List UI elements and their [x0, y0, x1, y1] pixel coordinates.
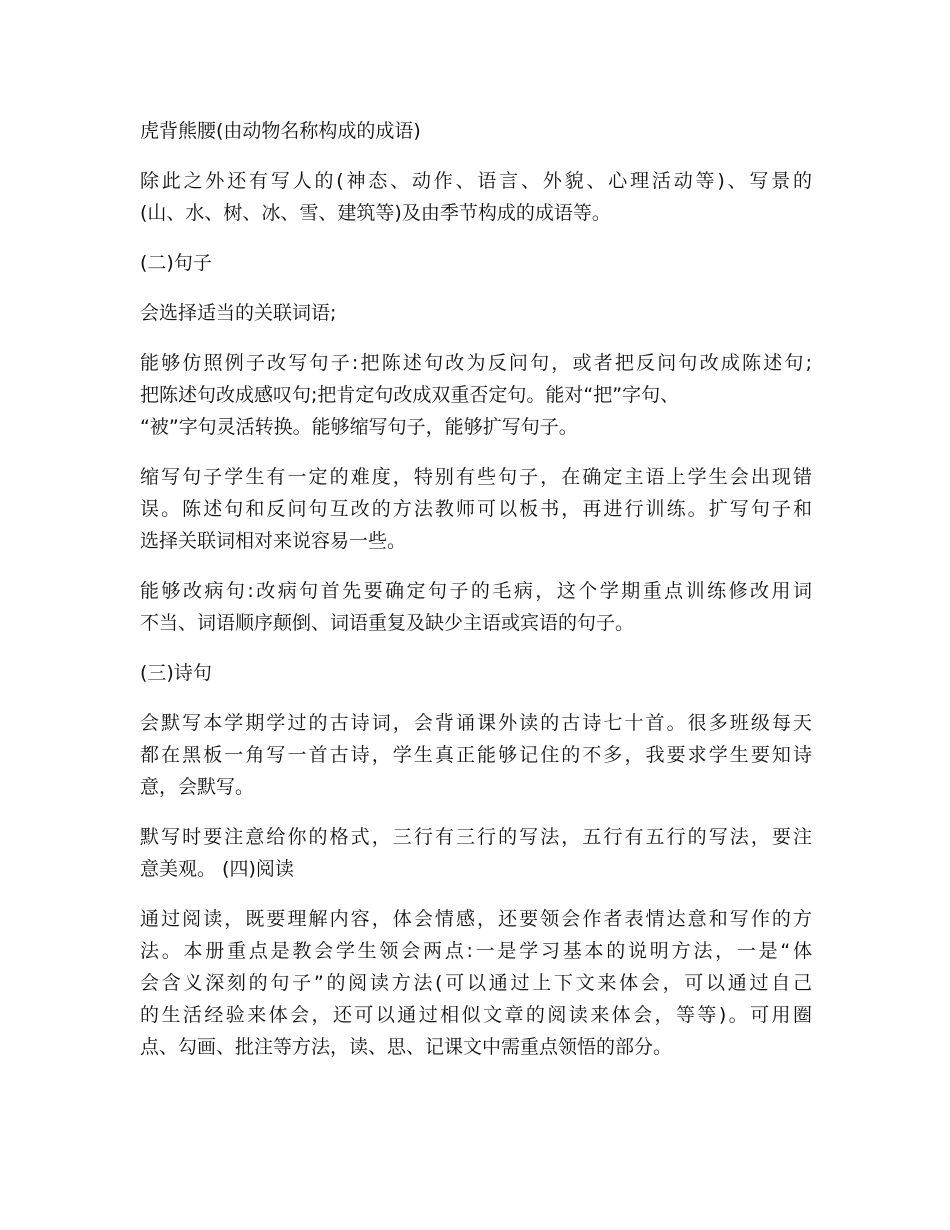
paragraph-poems-recite	[140, 707, 812, 803]
paragraph-abbreviate-difficulty	[140, 461, 812, 557]
paragraph-conjunctions	[140, 297, 812, 329]
text-line: 能够改病句:改病句首先要确定句子的毛病，这个学期重点训练修改用词	[140, 580, 812, 602]
text-line: 都在黑板一角写一首古诗，学生真正能够记住的不多，我要求学生要知诗	[140, 744, 812, 766]
section-heading: (二)句子	[140, 252, 212, 274]
text-line: 缩写句子学生有一定的难度，特别有些句子，在确定主语上学生会出现错	[140, 466, 812, 488]
text-line: 的生活经验来体会，还可以通过相似文章的阅读来体会，等等)。可用圈	[140, 1004, 812, 1026]
text-line: 默写时要注意给你的格式，三行有三行的写法，五行有五行的写法，要注	[140, 826, 812, 848]
paragraph-poems-format	[140, 821, 812, 885]
text-line: 意，会默写。	[140, 776, 255, 798]
text-line: “被”字句灵活转换。能够缩写句子，能够扩写句子。	[140, 416, 578, 438]
text-line: 法。本册重点是教会学生领会两点:一是学习基本的说明方法，一是“体	[140, 940, 812, 962]
text-line: 会默写本学期学过的古诗词，会背诵课外读的古诗七十首。很多班级每天	[140, 712, 812, 734]
paragraph-idiom-animals	[140, 115, 812, 147]
text-line: 误。陈述句和反问句互改的方法教师可以板书，再进行训练。扩写句子和	[140, 498, 812, 520]
section-heading: (三)诗句	[140, 662, 212, 684]
text-line: 点、勾画、批注等方法，读、思、记课文中需重点领悟的部分。	[140, 1036, 673, 1058]
paragraph-idiom-other	[140, 165, 812, 229]
text-line: 选择关联词相对来说容易一些。	[140, 530, 407, 552]
text-line: 能够仿照例子改写句子:把陈述句改为反问句，或者把反问句改成陈述句;	[140, 352, 812, 374]
text-line: 会选择适当的关联词语;	[140, 302, 337, 324]
text-line: 会含义深刻的句子”的阅读方法(可以通过上下文来体会，可以通过自己	[140, 972, 812, 994]
text-line: 意美观。 (四)阅读	[140, 858, 294, 880]
text-line: 通过阅读，既要理解内容，体会情感，还要领会作者表情达意和写作的方	[140, 908, 812, 930]
heading-sentences	[140, 247, 812, 279]
text-line: 不当、词语顺序颠倒、词语重复及缺少主语或宾语的句子。	[140, 612, 635, 634]
text-line: (山、水、树、冰、雪、建筑等)及由季节构成的成语等。	[140, 202, 611, 224]
heading-poems	[140, 657, 812, 689]
paragraph-correct-sentences	[140, 575, 812, 639]
text-line: 把陈述句改成感叹句;把肯定句改成双重否定句。能对“把”字句、	[140, 384, 680, 406]
text-line: 虎背熊腰(由动物名称构成的成语)	[140, 120, 421, 142]
document-body	[140, 115, 812, 1081]
paragraph-rewrite-sentences	[140, 347, 812, 443]
text-line: 除此之外还有写人的(神态、动作、语言、外貌、心理活动等)、写景的	[140, 170, 812, 192]
paragraph-reading	[140, 903, 812, 1063]
